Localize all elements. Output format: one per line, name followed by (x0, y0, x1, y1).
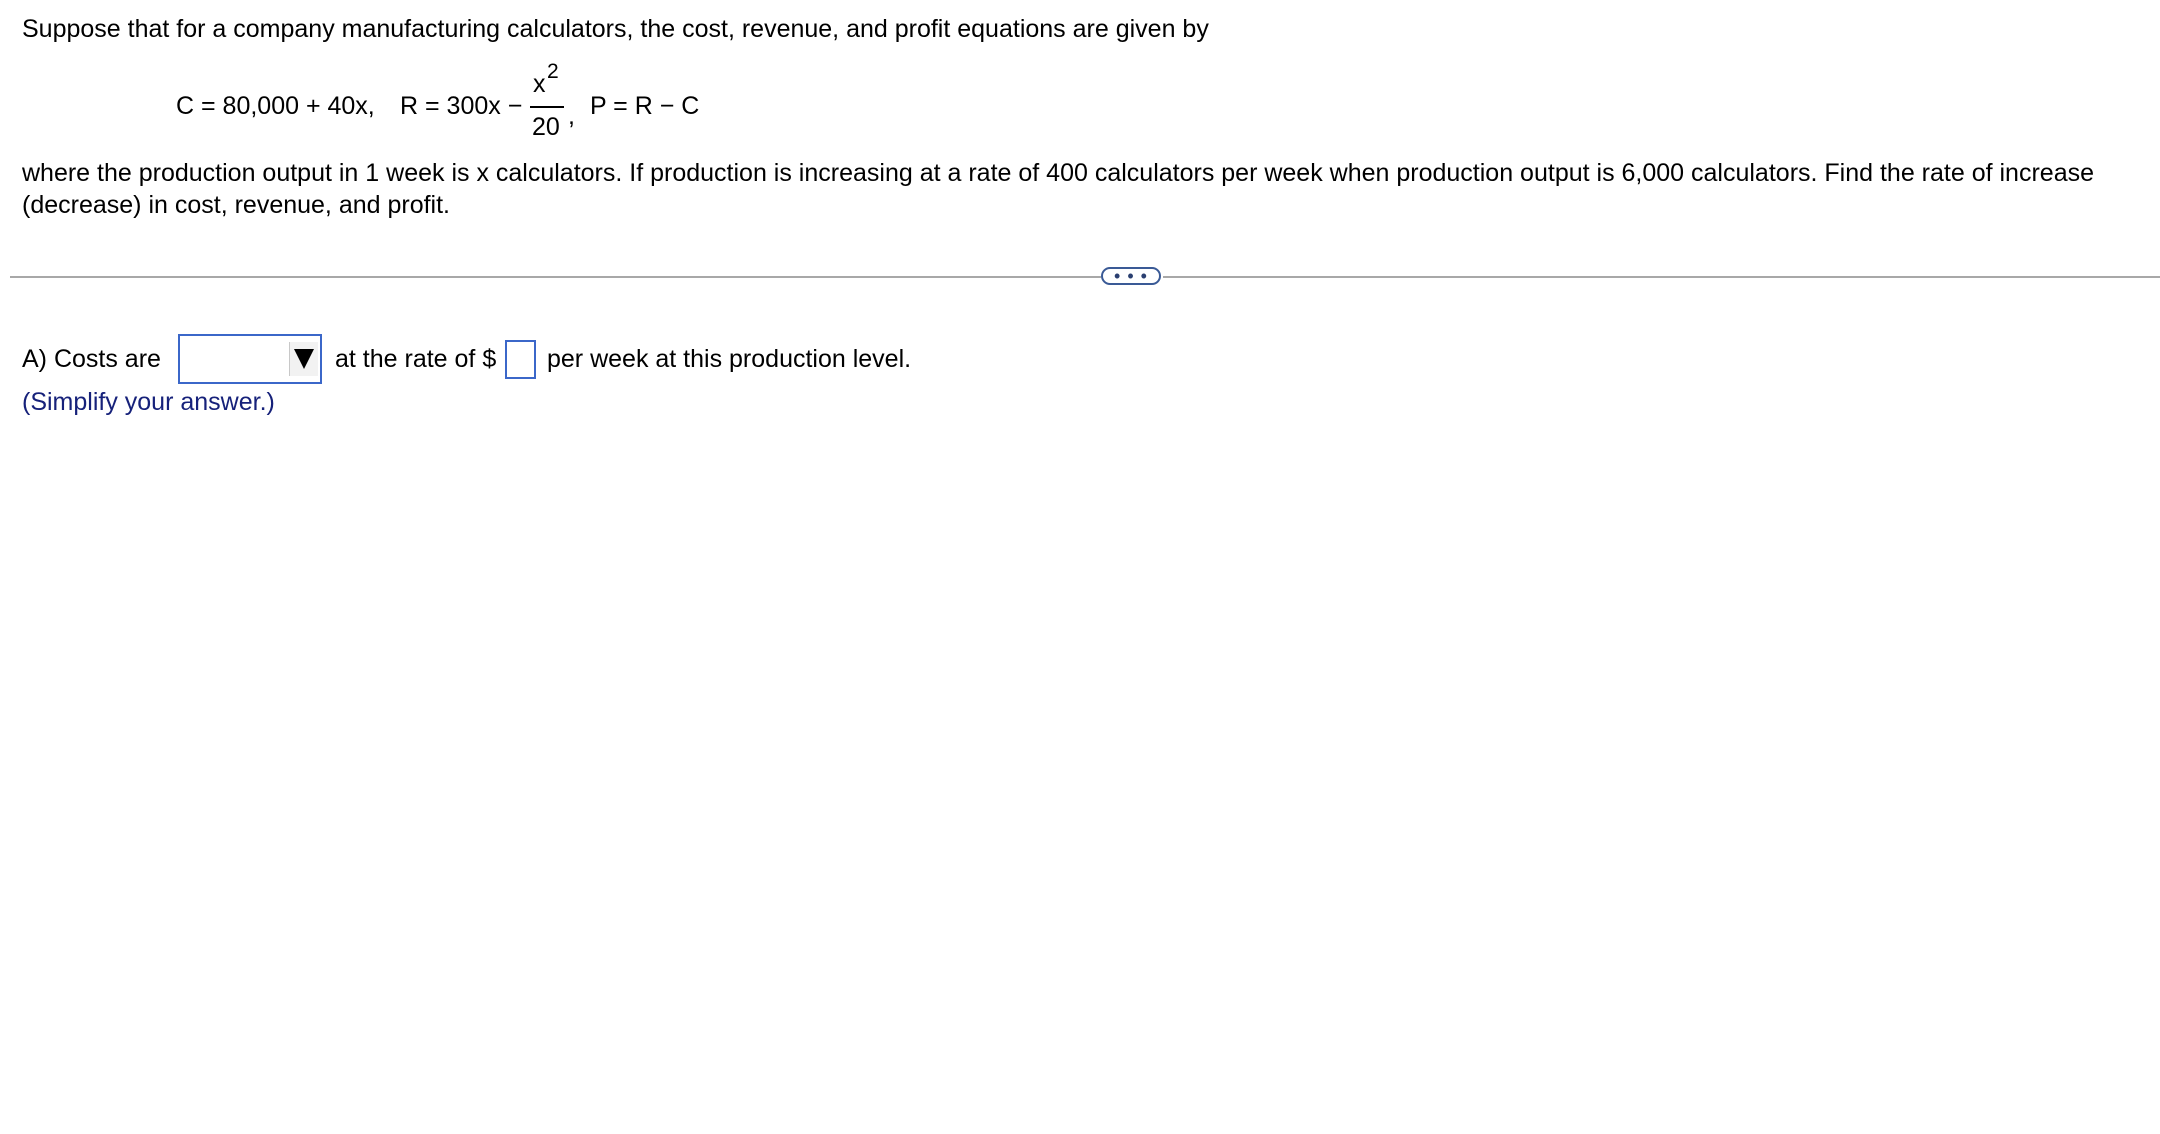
more-options-button[interactable]: • • • (1101, 267, 1161, 285)
cost-rate-input[interactable] (505, 340, 536, 379)
revenue-fraction-denominator: 20 (532, 113, 560, 141)
rate-label: at the rate of $ (335, 345, 497, 373)
cost-direction-dropdown[interactable] (178, 334, 322, 384)
simplify-hint: (Simplify your answer.) (22, 388, 275, 416)
revenue-equation-prefix: R = 300x − (400, 92, 523, 120)
cost-equation: C = 80,000 + 40x, (176, 92, 375, 120)
revenue-fraction-numerator: x (533, 70, 546, 98)
revenue-fraction-exponent: 2 (547, 60, 559, 83)
part-a-label: A) Costs are (22, 345, 161, 373)
question-body: where the production output in 1 week is x calculators. If production is increasing at a rate of 400 calculators per week when production output is 6,000 calculators. Find the rate of increase (decrease) in cost, revenue, and profit. (22, 159, 2094, 219)
answer-suffix: per week at this production level. (547, 345, 912, 373)
divider-right (1163, 276, 2160, 278)
divider-left (10, 276, 1101, 278)
triangle-down-icon (294, 349, 314, 369)
dropdown-arrow-button[interactable] (289, 342, 318, 376)
question-intro: Suppose that for a company manufacturing calculators, the cost, revenue, and profit equations are given by (22, 15, 1209, 43)
revenue-comma: , (568, 102, 575, 130)
profit-equation: P = R − C (590, 92, 700, 120)
fraction-bar (530, 106, 564, 108)
